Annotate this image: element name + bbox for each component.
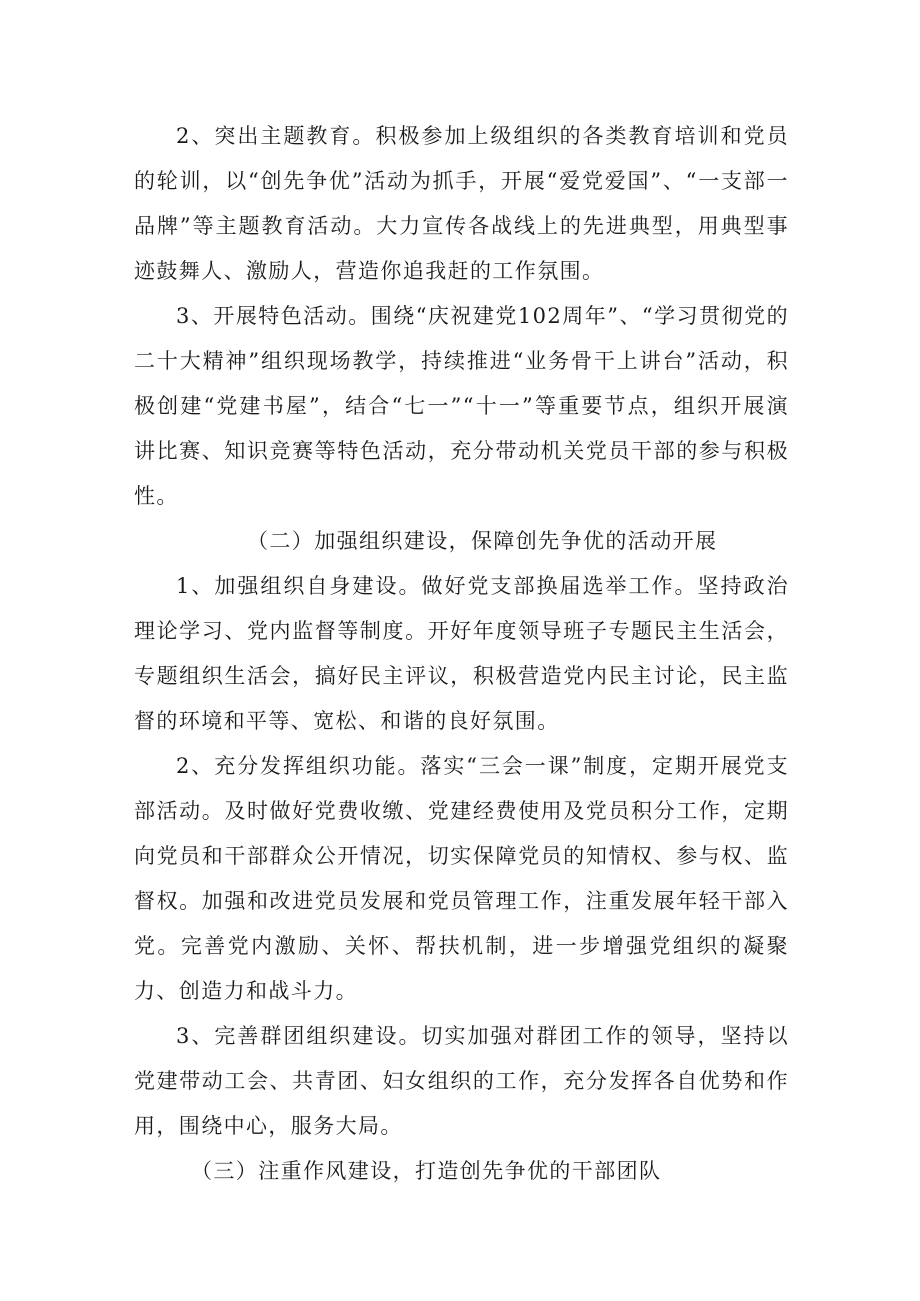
paragraph-organization-self-building: 1、加强组织自身建设。做好党支部换届选举工作。坚持政治理论学习、党内监督等制度。开好年度领导班子专题民主生活会，专题组织生活会，搞好民主评议，积极营造党内民主讨论，民主监督的环境和平等、宽松、和谐的良好氛围。 xyxy=(134,574,789,733)
paragraph-mass-organizations: 3、完善群团组织建设。切实加强对群团工作的领导，坚持以党建带动工会、共青团、妇女组织的工作，充分发挥各自优势和作用，围绕中心，服务大局。 xyxy=(134,1024,789,1138)
document-body xyxy=(134,114,789,1194)
paragraph-special-activities: 3、开展特色活动。围绕“庆祝建党102周年”、“学习贯彻党的二十大精神”组织现场教学，持续推进“业务骨干上讲台”活动，积极创建“党建书屋”，结合“七一”“十一”等重要节点，组织开展演讲比赛、知识竞赛等特色活动，充分带动机关党员干部的参与积极性。 xyxy=(134,304,789,508)
section-heading-organization: （二）加强组织建设，保障创先争优的活动开展 xyxy=(247,529,718,553)
section-heading-work-style: （三）注重作风建设，打造创先争优的干部团队 xyxy=(191,1159,662,1183)
paragraph-theme-education: 2、突出主题教育。积极参加上级组织的各类教育培训和党员的轮训，以“创先争优”活动为抓手，开展“爱党爱国”、“一支部一品牌”等主题教育活动。大力宣传各战线上的先进典型，用典型事迹鼓舞人、激励人，营造你追我赶的工作氛围。 xyxy=(134,124,789,283)
paragraph-organization-function: 2、充分发挥组织功能。落实“三会一课”制度，定期开展党支部活动。及时做好党费收缴、党建经费使用及党员积分工作，定期向党员和干部群众公开情况，切实保障党员的知情权、参与权、监督权。加强和改进党员发展和党员管理工作，注重发展年轻干部入党。完善党内激励、关怀、帮扶机制，进一步增强党组织的凝聚力、创造力和战斗力。 xyxy=(134,754,789,1003)
